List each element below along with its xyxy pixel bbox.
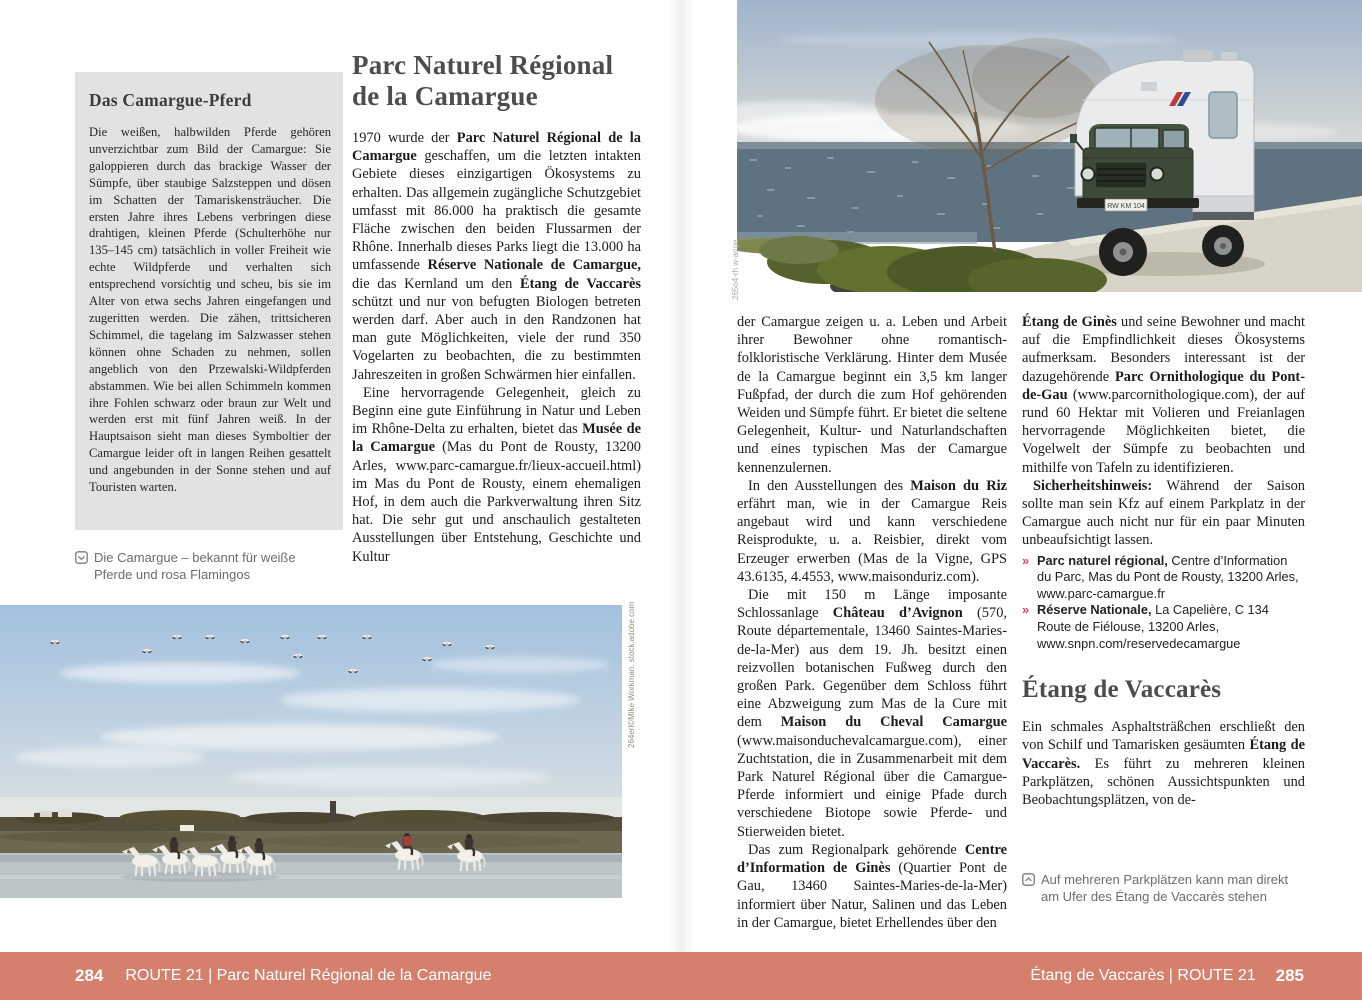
- text-run: die das Kernland um den: [352, 275, 521, 292]
- listing-item: [1022, 602, 1305, 652]
- camper-photo: [737, 0, 1362, 292]
- text-run: Die mit 150 m Länge imposante Schlossanlage: [737, 587, 1007, 622]
- right-photo-credit: 265o4-rh w-ange: [731, 239, 740, 300]
- listing-name: Parc naturel régional,: [1037, 552, 1168, 568]
- listing-entry: [1037, 553, 1305, 603]
- page-gutter: [668, 0, 694, 952]
- text-run: Ein schmales Asphaltsträßchen erschließt den von Schilf und Tamarisken gesäumten: [1022, 719, 1305, 754]
- bold-run: Château d’Avignon: [832, 605, 963, 622]
- paragraph: [737, 313, 1007, 477]
- caption-text: Die Camargue – bekannt für weiße Pferde und rosa Flamingos: [94, 550, 296, 582]
- listing-entry: [1037, 602, 1305, 652]
- bold-run: Parc Naturel Régional de la Camargue: [352, 130, 641, 165]
- listing-marker-icon: »: [1022, 552, 1030, 568]
- listing-details: La Capelière, C 134 Route de Fiélouse, 13200 Arles, www.snpn.com/reservedecamargue: [1037, 602, 1269, 651]
- left-page-number: 284: [75, 966, 104, 985]
- bold-run: Étang de Ginès: [1022, 314, 1117, 330]
- right-column-2: [1022, 313, 1305, 809]
- listing-details: Centre d’Information du Parc, Mas du Pont de Rousty, 13200 Arles, www.parc-camargue.fr: [1037, 552, 1299, 601]
- bold-run: Étang de Vaccarès: [520, 275, 641, 292]
- infobox-camargue-pferd: [75, 72, 343, 530]
- listing-item: [1022, 553, 1305, 603]
- paragraph: [737, 477, 1007, 586]
- caption-text: Auf mehreren Parkplätzen kann man direkt am Ufer des Étang de Vaccarès stehen: [1041, 872, 1289, 904]
- poi-listings: [1022, 553, 1305, 653]
- article-paragraphs: [352, 129, 641, 566]
- paragraph: [737, 586, 1007, 841]
- text-run: (www.maisonduchevalcamargue.com), einer Zuchtstation, die in Zusammenarbeit mit dem Park Naturel Régional über die Camargue-Pferde informiert und einige Pfade durch verschiedene Biotope sowie Pferde- und Stierweiden bietet.: [737, 732, 1007, 840]
- infobox-body: Die weißen, halbwilden Pferde gehören unverzichtbar zum Bild der Camargue: Sie galoppieren durch das brackige Wasser der Sümpfe, über staubige Salzsteppen und dösen im Schatten der Tamariskensträucher. Die ersten Jahre ihres Lebens verbringen diese drahtigen, kleinen Pferde (Schulterhöhe nur 135–145 cm) tatsächlich in voller Freiheit wie echte Wildpferde und verhalten sich entsprechend vorsichtig und scheu, bis sie im Alter von etwa sechs Jahren eingefangen und zugeritten werden. Die zähen, trittsicheren Schimmel, die tagelang im Salzwasser stehen können ohne Schaden zu nehmen, sollen angeblich von den Przewalski-Wildpferden abstammen. Wie bei allen Schimmeln kommen ihre Fohlen schwarz oder braun zur Welt und werden erst mit fünf Jahren weiß. In der Hauptsaison sieht man dieses Symboltier der Camargue leider oft in langen Reihen gesattelt und angebunden in der Sonne stehen und auf Touristen warten.: [89, 125, 331, 495]
- right-photo-caption: [1022, 871, 1305, 905]
- text-run: Das zum Regionalpark gehörende: [748, 841, 965, 858]
- bold-run: Maison du Riz: [910, 477, 1007, 494]
- bold-run: Étang de Vaccarès.: [1022, 737, 1305, 772]
- text-run: 1970 wurde der: [352, 130, 457, 146]
- text-run: erfährt man, wie in der Camargue Reis angebaut wird und kann verschiedene Reisprodukte, u. a. Reisbier, direkt vom Erzeuger erwerben (Mas de la Vigne, GPS 43.6135, 4.4553, www.maisonduriz.com).: [737, 496, 1007, 585]
- text-run: der Camargue zeigen u. a. Leben und Arbeit ihrer Bewohner ohne romantisch-folkloristische Verklärung. Hinter dem Musée de la Camargue beginnt ein 3,5 km langer Fußpfad, der durch die zum Hof gehörenden Weiden und Sümpfe führt. Er bietet die seltene Gelegenheit, Kultur- und Naturlandschaften und eines typischen Mas der Camargue kennenzulernen.: [737, 314, 1007, 476]
- photo-above-icon: [1022, 873, 1035, 905]
- left-photo-caption: [75, 549, 313, 583]
- footer-right: [1030, 966, 1304, 986]
- left-photo-credit: 264erl©Mike Workman, stock.adobe.com: [627, 601, 636, 748]
- photo-below-icon: [75, 551, 88, 583]
- footer-left: [75, 966, 491, 986]
- text-run: schützt und nur von befugten Biologen betreten werden darf. Aber auch in den Randzonen hat man gute Möglichkeiten, viele der rund 350 Vogelarten zu beobachten, die zu bestimmten Jahreszeiten in großen Schwärmen hier einfallen.: [352, 293, 641, 383]
- left-footer-title: ROUTE 21 | Parc Naturel Régional de la Camargue: [125, 967, 492, 984]
- license-plate-text: RW KM 104: [1107, 203, 1145, 210]
- text-run: und seine Bewohner und macht auf die Empfindlichkeit dieses Ökosystems aufmerksam. Besonders interessant ist der dazugehörende: [1022, 314, 1305, 385]
- listing-name: Réserve Nationale,: [1037, 602, 1152, 618]
- footer-bar: [0, 952, 1362, 1000]
- listing-marker-icon: »: [1022, 602, 1030, 618]
- paragraph: [1022, 718, 1305, 809]
- bold-run: Sicherheitshinweis:: [1033, 477, 1153, 494]
- paragraph: [352, 129, 641, 384]
- bold-run: Parc Ornithologique du Pont-de-Gau: [1022, 368, 1305, 403]
- camargue-riders-photo: [0, 605, 622, 898]
- right-page-number: 285: [1275, 966, 1304, 985]
- section-title: Étang de Vaccarès: [1022, 676, 1222, 704]
- text-run: (Quartier Pont de Gau, 13460 Saintes-Maries-de-la-Mer) informiert über Natur, Salinen und das Leben in der Camargue, bietet Erhellendes über den: [737, 860, 1007, 931]
- bold-run: Maison du Cheval Camargue: [780, 714, 1008, 731]
- bold-run: Réserve Nationale de Camargue,: [427, 257, 641, 274]
- right-column-1: [737, 313, 1007, 932]
- text-run: Es führt zu mehreren kleinen Parkplätzen, schönen Aussichtspunkten und Beobachtungsplätzen, von de-: [1022, 755, 1305, 809]
- text-run: geschaffen, um die letzten intakten Gebiete dieses einzigartigen Ökosystems zu erhalten. Das allgemein zugängliche Schutzgebiet umfasst mit 86.000 ha praktisch die gesamte Fläche zwischen den beiden Flussarmen der Rhône. Innerhalb dieses Parks liegt die 13.000 ha umfassende: [352, 148, 641, 274]
- text-run: Während der Saison sollte man sein Kfz auf einem Parkplatz in der Camargue auch nicht nur für ein paar Minuten unbeaufsichtigt lassen.: [1022, 477, 1305, 549]
- section-paragraphs: [1022, 718, 1305, 809]
- paragraph: [737, 841, 1007, 932]
- right-footer-title: Étang de Vaccarès | ROUTE 21: [1030, 967, 1256, 984]
- text-run: Eine hervorragende Gelegenheit, gleich zu Beginn eine gute Einführung in Natur und Leben im Rhône-Delta zu erhalten, bietet das: [352, 384, 641, 438]
- paragraph: [352, 384, 641, 566]
- bold-run: Musée de la Camargue: [352, 421, 641, 456]
- text-run: (570, Route départementale, 13460 Saintes-Maries-de-la-Mer) aus dem 19. Jh. besitzt einen reizvollen botanischen Fußweg durch den großen Park. Gegenüber dem Schloss führt eine Abzweigung zum Mas de la Cure mit dem: [737, 605, 1007, 731]
- text-run: (www.parcornithologique.com), der auf rund 60 Hektar mit Volieren und Freianlagen hervorragende Möglichkeiten bietet, die Vogelwelt der Sümpfe zu beobachten und mithilfe von Tafeln zu identifizieren.: [1022, 386, 1305, 476]
- paragraph: [1022, 477, 1305, 550]
- article-title: Parc Naturel Régional de la Camargue: [352, 50, 614, 111]
- text-run: In den Ausstellungen des: [748, 477, 911, 494]
- main-article-column: [352, 50, 641, 566]
- column2-paragraphs: [1022, 313, 1305, 550]
- text-run: (Mas du Pont de Rousty, 13200 Arles, www.parc-camargue.fr/lieux-accueil.html) im Mas du Pont de Rousty, einem ehemaligen Hof, in dem auch die Parkverwaltung ihren Sitz hat. Die sehr gut und anschaulich gestalteten Ausstellungen über Entstehung, Geschichte und Kultur: [352, 439, 641, 565]
- paragraph: [1022, 313, 1305, 477]
- bold-run: Centre d’Information de Ginès: [737, 841, 1007, 877]
- infobox-title: Das Camargue-Pferd: [89, 90, 252, 110]
- column1-paragraphs: [737, 313, 1007, 932]
